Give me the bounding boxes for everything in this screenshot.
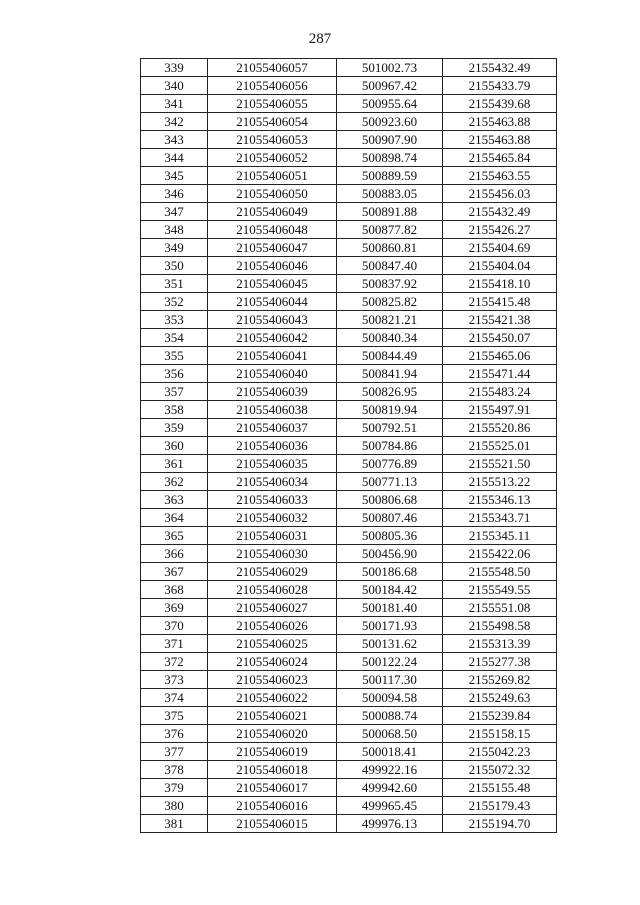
point-id-cell: 21055406019 bbox=[208, 743, 337, 761]
y-coordinate-cell: 2155450.07 bbox=[443, 329, 557, 347]
y-coordinate-cell: 2155042.23 bbox=[443, 743, 557, 761]
y-coordinate-cell: 2155277.38 bbox=[443, 653, 557, 671]
table-row bbox=[141, 257, 557, 275]
x-coordinate-cell: 500891.88 bbox=[337, 203, 443, 221]
table-row bbox=[141, 743, 557, 761]
x-coordinate-cell: 500907.90 bbox=[337, 131, 443, 149]
point-id-cell: 21055406053 bbox=[208, 131, 337, 149]
y-coordinate-cell: 2155465.06 bbox=[443, 347, 557, 365]
y-coordinate-cell: 2155404.04 bbox=[443, 257, 557, 275]
row-number-cell: 354 bbox=[141, 329, 208, 347]
point-id-cell: 21055406034 bbox=[208, 473, 337, 491]
x-coordinate-cell: 500819.94 bbox=[337, 401, 443, 419]
table-row bbox=[141, 329, 557, 347]
y-coordinate-cell: 2155249.63 bbox=[443, 689, 557, 707]
x-coordinate-cell: 500456.90 bbox=[337, 545, 443, 563]
table-row bbox=[141, 671, 557, 689]
point-id-cell: 21055406033 bbox=[208, 491, 337, 509]
point-id-cell: 21055406044 bbox=[208, 293, 337, 311]
row-number-cell: 366 bbox=[141, 545, 208, 563]
table-row bbox=[141, 203, 557, 221]
row-number-cell: 374 bbox=[141, 689, 208, 707]
table-row bbox=[141, 491, 557, 509]
point-id-cell: 21055406041 bbox=[208, 347, 337, 365]
x-coordinate-cell: 500018.41 bbox=[337, 743, 443, 761]
row-number-cell: 339 bbox=[141, 59, 208, 77]
table-row bbox=[141, 563, 557, 581]
row-number-cell: 377 bbox=[141, 743, 208, 761]
table-row bbox=[141, 347, 557, 365]
table-row bbox=[141, 293, 557, 311]
point-id-cell: 21055406039 bbox=[208, 383, 337, 401]
table-row bbox=[141, 167, 557, 185]
x-coordinate-cell: 500837.92 bbox=[337, 275, 443, 293]
row-number-cell: 342 bbox=[141, 113, 208, 131]
y-coordinate-cell: 2155269.82 bbox=[443, 671, 557, 689]
y-coordinate-cell: 2155465.84 bbox=[443, 149, 557, 167]
x-coordinate-cell: 500825.82 bbox=[337, 293, 443, 311]
x-coordinate-cell: 500094.58 bbox=[337, 689, 443, 707]
x-coordinate-cell: 499922.16 bbox=[337, 761, 443, 779]
coordinates-table bbox=[140, 58, 557, 833]
table-row bbox=[141, 779, 557, 797]
x-coordinate-cell: 500117.30 bbox=[337, 671, 443, 689]
x-coordinate-cell: 500841.94 bbox=[337, 365, 443, 383]
y-coordinate-cell: 2155179.43 bbox=[443, 797, 557, 815]
y-coordinate-cell: 2155498.58 bbox=[443, 617, 557, 635]
row-number-cell: 346 bbox=[141, 185, 208, 203]
point-id-cell: 21055406016 bbox=[208, 797, 337, 815]
y-coordinate-cell: 2155513.22 bbox=[443, 473, 557, 491]
table-row bbox=[141, 617, 557, 635]
x-coordinate-cell: 500821.21 bbox=[337, 311, 443, 329]
y-coordinate-cell: 2155549.55 bbox=[443, 581, 557, 599]
point-id-cell: 21055406047 bbox=[208, 239, 337, 257]
table-row bbox=[141, 419, 557, 437]
x-coordinate-cell: 500776.89 bbox=[337, 455, 443, 473]
row-number-cell: 365 bbox=[141, 527, 208, 545]
x-coordinate-cell: 500807.46 bbox=[337, 509, 443, 527]
point-id-cell: 21055406020 bbox=[208, 725, 337, 743]
page-number: 287 bbox=[308, 31, 332, 47]
table-row bbox=[141, 635, 557, 653]
row-number-cell: 368 bbox=[141, 581, 208, 599]
point-id-cell: 21055406055 bbox=[208, 95, 337, 113]
point-id-cell: 21055406049 bbox=[208, 203, 337, 221]
table-row bbox=[141, 509, 557, 527]
table-body bbox=[141, 59, 557, 833]
table-row bbox=[141, 275, 557, 293]
row-number-cell: 356 bbox=[141, 365, 208, 383]
row-number-cell: 361 bbox=[141, 455, 208, 473]
row-number-cell: 345 bbox=[141, 167, 208, 185]
y-coordinate-cell: 2155155.48 bbox=[443, 779, 557, 797]
table-row bbox=[141, 689, 557, 707]
table-row bbox=[141, 725, 557, 743]
row-number-cell: 344 bbox=[141, 149, 208, 167]
y-coordinate-cell: 2155415.48 bbox=[443, 293, 557, 311]
y-coordinate-cell: 2155463.88 bbox=[443, 131, 557, 149]
x-coordinate-cell: 500923.60 bbox=[337, 113, 443, 131]
row-number-cell: 347 bbox=[141, 203, 208, 221]
table-row bbox=[141, 59, 557, 77]
y-coordinate-cell: 2155520.86 bbox=[443, 419, 557, 437]
y-coordinate-cell: 2155432.49 bbox=[443, 203, 557, 221]
point-id-cell: 21055406018 bbox=[208, 761, 337, 779]
point-id-cell: 21055406028 bbox=[208, 581, 337, 599]
row-number-cell: 353 bbox=[141, 311, 208, 329]
row-number-cell: 349 bbox=[141, 239, 208, 257]
table-row bbox=[141, 815, 557, 833]
x-coordinate-cell: 500792.51 bbox=[337, 419, 443, 437]
row-number-cell: 351 bbox=[141, 275, 208, 293]
row-number-cell: 359 bbox=[141, 419, 208, 437]
row-number-cell: 364 bbox=[141, 509, 208, 527]
y-coordinate-cell: 2155421.38 bbox=[443, 311, 557, 329]
x-coordinate-cell: 500844.49 bbox=[337, 347, 443, 365]
row-number-cell: 370 bbox=[141, 617, 208, 635]
y-coordinate-cell: 2155072.32 bbox=[443, 761, 557, 779]
y-coordinate-cell: 2155497.91 bbox=[443, 401, 557, 419]
x-coordinate-cell: 500955.64 bbox=[337, 95, 443, 113]
table-row bbox=[141, 311, 557, 329]
point-id-cell: 21055406037 bbox=[208, 419, 337, 437]
row-number-cell: 357 bbox=[141, 383, 208, 401]
point-id-cell: 21055406046 bbox=[208, 257, 337, 275]
x-coordinate-cell: 500088.74 bbox=[337, 707, 443, 725]
y-coordinate-cell: 2155345.11 bbox=[443, 527, 557, 545]
x-coordinate-cell: 499976.13 bbox=[337, 815, 443, 833]
y-coordinate-cell: 2155239.84 bbox=[443, 707, 557, 725]
y-coordinate-cell: 2155194.70 bbox=[443, 815, 557, 833]
x-coordinate-cell: 500840.34 bbox=[337, 329, 443, 347]
row-number-cell: 371 bbox=[141, 635, 208, 653]
table-row bbox=[141, 131, 557, 149]
y-coordinate-cell: 2155439.68 bbox=[443, 95, 557, 113]
row-number-cell: 355 bbox=[141, 347, 208, 365]
y-coordinate-cell: 2155404.69 bbox=[443, 239, 557, 257]
row-number-cell: 363 bbox=[141, 491, 208, 509]
table-row bbox=[141, 797, 557, 815]
x-coordinate-cell: 500131.62 bbox=[337, 635, 443, 653]
point-id-cell: 21055406025 bbox=[208, 635, 337, 653]
table-row bbox=[141, 113, 557, 131]
x-coordinate-cell: 500967.42 bbox=[337, 77, 443, 95]
point-id-cell: 21055406036 bbox=[208, 437, 337, 455]
x-coordinate-cell: 500784.86 bbox=[337, 437, 443, 455]
row-number-cell: 340 bbox=[141, 77, 208, 95]
table-row bbox=[141, 653, 557, 671]
point-id-cell: 21055406051 bbox=[208, 167, 337, 185]
row-number-cell: 352 bbox=[141, 293, 208, 311]
table-row bbox=[141, 473, 557, 491]
y-coordinate-cell: 2155483.24 bbox=[443, 383, 557, 401]
point-id-cell: 21055406050 bbox=[208, 185, 337, 203]
row-number-cell: 367 bbox=[141, 563, 208, 581]
point-id-cell: 21055406023 bbox=[208, 671, 337, 689]
point-id-cell: 21055406031 bbox=[208, 527, 337, 545]
y-coordinate-cell: 2155418.10 bbox=[443, 275, 557, 293]
x-coordinate-cell: 500883.05 bbox=[337, 185, 443, 203]
y-coordinate-cell: 2155158.15 bbox=[443, 725, 557, 743]
y-coordinate-cell: 2155426.27 bbox=[443, 221, 557, 239]
table-row bbox=[141, 365, 557, 383]
x-coordinate-cell: 500826.95 bbox=[337, 383, 443, 401]
table-row bbox=[141, 599, 557, 617]
table-row bbox=[141, 437, 557, 455]
table-row bbox=[141, 239, 557, 257]
row-number-cell: 376 bbox=[141, 725, 208, 743]
point-id-cell: 21055406042 bbox=[208, 329, 337, 347]
point-id-cell: 21055406040 bbox=[208, 365, 337, 383]
row-number-cell: 341 bbox=[141, 95, 208, 113]
y-coordinate-cell: 2155422.06 bbox=[443, 545, 557, 563]
table-row bbox=[141, 455, 557, 473]
x-coordinate-cell: 500877.82 bbox=[337, 221, 443, 239]
x-coordinate-cell: 500805.36 bbox=[337, 527, 443, 545]
row-number-cell: 380 bbox=[141, 797, 208, 815]
y-coordinate-cell: 2155346.13 bbox=[443, 491, 557, 509]
point-id-cell: 21055406048 bbox=[208, 221, 337, 239]
row-number-cell: 343 bbox=[141, 131, 208, 149]
x-coordinate-cell: 500771.13 bbox=[337, 473, 443, 491]
point-id-cell: 21055406021 bbox=[208, 707, 337, 725]
x-coordinate-cell: 500898.74 bbox=[337, 149, 443, 167]
row-number-cell: 362 bbox=[141, 473, 208, 491]
point-id-cell: 21055406057 bbox=[208, 59, 337, 77]
table-row bbox=[141, 149, 557, 167]
y-coordinate-cell: 2155456.03 bbox=[443, 185, 557, 203]
table-row bbox=[141, 527, 557, 545]
table-row bbox=[141, 185, 557, 203]
x-coordinate-cell: 499965.45 bbox=[337, 797, 443, 815]
table-row bbox=[141, 401, 557, 419]
row-number-cell: 375 bbox=[141, 707, 208, 725]
table-row bbox=[141, 221, 557, 239]
x-coordinate-cell: 500184.42 bbox=[337, 581, 443, 599]
x-coordinate-cell: 499942.60 bbox=[337, 779, 443, 797]
y-coordinate-cell: 2155551.08 bbox=[443, 599, 557, 617]
x-coordinate-cell: 500847.40 bbox=[337, 257, 443, 275]
y-coordinate-cell: 2155343.71 bbox=[443, 509, 557, 527]
point-id-cell: 21055406045 bbox=[208, 275, 337, 293]
point-id-cell: 21055406022 bbox=[208, 689, 337, 707]
row-number-cell: 372 bbox=[141, 653, 208, 671]
y-coordinate-cell: 2155525.01 bbox=[443, 437, 557, 455]
point-id-cell: 21055406032 bbox=[208, 509, 337, 527]
x-coordinate-cell: 500186.68 bbox=[337, 563, 443, 581]
row-number-cell: 358 bbox=[141, 401, 208, 419]
point-id-cell: 21055406027 bbox=[208, 599, 337, 617]
point-id-cell: 21055406026 bbox=[208, 617, 337, 635]
row-number-cell: 379 bbox=[141, 779, 208, 797]
table-row bbox=[141, 581, 557, 599]
point-id-cell: 21055406054 bbox=[208, 113, 337, 131]
point-id-cell: 21055406035 bbox=[208, 455, 337, 473]
x-coordinate-cell: 500860.81 bbox=[337, 239, 443, 257]
table-row bbox=[141, 761, 557, 779]
y-coordinate-cell: 2155521.50 bbox=[443, 455, 557, 473]
point-id-cell: 21055406015 bbox=[208, 815, 337, 833]
point-id-cell: 21055406038 bbox=[208, 401, 337, 419]
point-id-cell: 21055406030 bbox=[208, 545, 337, 563]
row-number-cell: 369 bbox=[141, 599, 208, 617]
y-coordinate-cell: 2155313.39 bbox=[443, 635, 557, 653]
point-id-cell: 21055406052 bbox=[208, 149, 337, 167]
y-coordinate-cell: 2155432.49 bbox=[443, 59, 557, 77]
y-coordinate-cell: 2155471.44 bbox=[443, 365, 557, 383]
x-coordinate-cell: 500806.68 bbox=[337, 491, 443, 509]
y-coordinate-cell: 2155463.55 bbox=[443, 167, 557, 185]
x-coordinate-cell: 501002.73 bbox=[337, 59, 443, 77]
x-coordinate-cell: 500181.40 bbox=[337, 599, 443, 617]
y-coordinate-cell: 2155548.50 bbox=[443, 563, 557, 581]
table-row bbox=[141, 77, 557, 95]
x-coordinate-cell: 500889.59 bbox=[337, 167, 443, 185]
y-coordinate-cell: 2155433.79 bbox=[443, 77, 557, 95]
row-number-cell: 360 bbox=[141, 437, 208, 455]
y-coordinate-cell: 2155463.88 bbox=[443, 113, 557, 131]
x-coordinate-cell: 500171.93 bbox=[337, 617, 443, 635]
point-id-cell: 21055406056 bbox=[208, 77, 337, 95]
row-number-cell: 381 bbox=[141, 815, 208, 833]
row-number-cell: 378 bbox=[141, 761, 208, 779]
row-number-cell: 350 bbox=[141, 257, 208, 275]
point-id-cell: 21055406024 bbox=[208, 653, 337, 671]
table-row bbox=[141, 707, 557, 725]
table-row bbox=[141, 95, 557, 113]
point-id-cell: 21055406029 bbox=[208, 563, 337, 581]
point-id-cell: 21055406043 bbox=[208, 311, 337, 329]
table-row bbox=[141, 545, 557, 563]
point-id-cell: 21055406017 bbox=[208, 779, 337, 797]
row-number-cell: 373 bbox=[141, 671, 208, 689]
x-coordinate-cell: 500068.50 bbox=[337, 725, 443, 743]
x-coordinate-cell: 500122.24 bbox=[337, 653, 443, 671]
row-number-cell: 348 bbox=[141, 221, 208, 239]
table-row bbox=[141, 383, 557, 401]
